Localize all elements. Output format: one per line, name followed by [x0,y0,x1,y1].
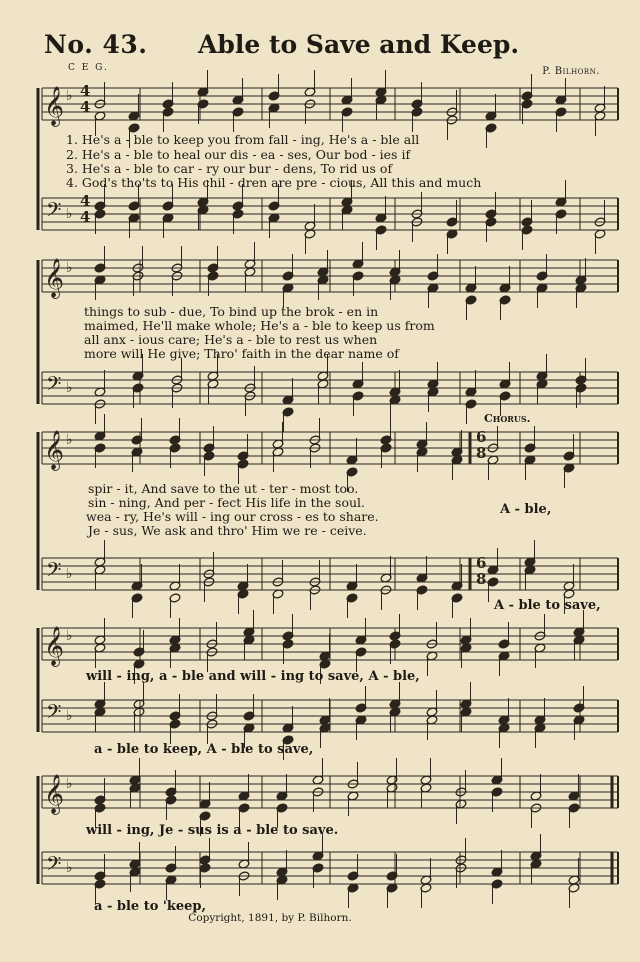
time-signature: 8 [476,570,487,588]
verse-line-3: 3. He's a - ble to car - ry our bur - dens, To rid us of [66,161,393,176]
flat-icon: ♭ [66,566,73,582]
time-signature: 4 [80,98,91,116]
bass-clef-icon: 𝄢 [46,198,62,226]
treble-clef-icon: 𝄞 [44,774,65,814]
chorus-lower-lyric: a - ble to keep, A - ble to save, [94,742,314,757]
key-info: C E G. [68,63,109,73]
treble-clef-icon: 𝄞 [44,430,65,470]
treble-clef-icon: 𝄞 [44,626,65,666]
flat-icon: ♭ [66,88,73,104]
flat-icon: ♭ [66,432,73,448]
chorus-upper-lyric: will - ing, a - ble and will - ing to save, A - ble, [86,669,420,684]
time-signature: 4 [80,82,91,100]
chorus-label: Chorus. [484,412,531,425]
verse-line-2: sin - ning, And per - fect His life in the soul. [88,495,366,510]
flat-icon: ♭ [66,260,73,276]
flat-icon: ♭ [66,708,73,724]
flat-icon: ♭ [66,380,73,396]
time-signature: 4 [80,208,91,226]
time-signature: 6 [476,554,487,572]
verse-line-3: wea - ry, He's will - ing our cross - es to share. [86,509,379,524]
chorus-upper-lyric: will - ing, Je - sus is a - ble to save. [86,823,339,838]
verse-line-4: Je - sus, We ask and thro' Him we re - ceive. [88,523,367,538]
bass-clef-icon: 𝄢 [46,700,62,728]
verse-line-2: maimed, He'll make whole; He's a - ble to keep us from [84,318,435,333]
verse-line-4: 4. God's tho'ts to His chil - dren are pre - cious, All this and much [66,175,482,190]
chorus-upper-lyric: A - ble, [500,502,552,517]
flat-icon: ♭ [66,628,73,644]
composer: P. Bilhorn. [542,66,600,77]
bass-clef-icon: 𝄢 [46,372,62,400]
chorus-lower-lyric: A - ble to save, [494,598,601,613]
verse-line-1: spir - it, And save to the ut - ter - most too. [88,481,359,496]
verse-line-4: more will He give; Thro' faith in the dear name of [84,346,399,361]
hymn-title: Able to Save and Keep. [198,30,520,59]
chorus-lower-lyric: a - ble to 'keep, [94,899,207,914]
flat-icon: ♭ [66,776,73,792]
hymn-number: No. 43. [44,30,148,59]
verse-line-3: all anx - ious care; He's a - ble to rest us when [84,332,378,347]
verse-line-1: 1. He's a - ble to keep you from fall - ing, He's a - ble all [66,132,420,147]
flat-icon: ♭ [66,206,73,222]
time-signature: 4 [80,192,91,210]
treble-clef-icon: 𝄞 [44,258,65,298]
verse-line-2: 2. He's a - ble to heal our dis - ea - ses, Our bod - ies if [66,147,411,162]
verse-line-1: things to sub - due, To bind up the brok - en in [84,304,379,319]
bass-clef-icon: 𝄢 [46,852,62,880]
time-signature: 8 [476,444,487,462]
time-signature: 6 [476,428,487,446]
bass-clef-icon: 𝄢 [46,558,62,586]
treble-clef-icon: 𝄞 [44,86,65,126]
flat-icon: ♭ [66,860,73,876]
copyright: Copyright, 1891, by P. Bilhorn. [188,912,352,924]
